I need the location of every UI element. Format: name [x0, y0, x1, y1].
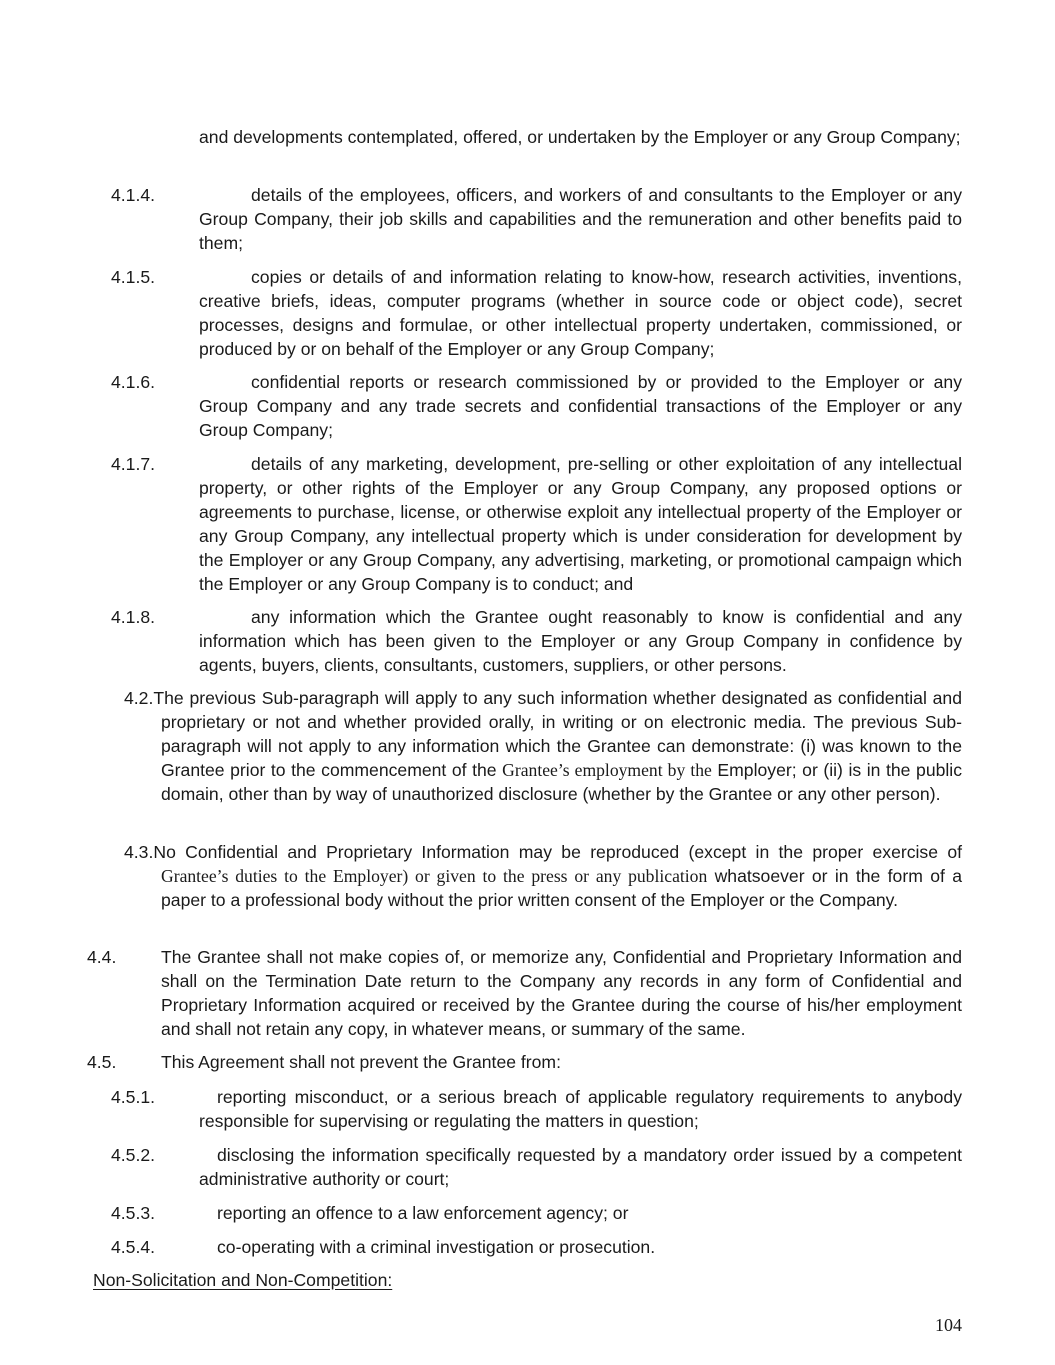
paragraph-continuation — [199, 125, 962, 149]
clause-text-end: whatsoever or in the form of a paper to a professional body without the prior written consent of the Employer or the Company. — [161, 866, 962, 910]
clause-text: No Confidential and Proprietary Information may be reproduced (except in the proper exercise of — [153, 842, 962, 862]
clause-4-1-5 — [111, 265, 962, 361]
clause-text: any information which the Grantee ought reasonably to know is confidential and any information which has been given to the Employer or any Group Company in confidence by agents, buyers, clients, consultants, customers, suppliers, or other persons. — [199, 607, 962, 675]
clause-text: The previous Sub-paragraph will apply to any such information whether designated as confidential and proprietary or not and whether provided orally, in writing or on electronic media. The previous Sub-paragraph will not apply to any information which the Grantee can demonstrate: (i) was known to the Grantee prior to the commencement of the — [153, 688, 962, 780]
clause-text-serif: Grantee’s employment by the — [502, 760, 712, 780]
clause-4-5-3 — [111, 1201, 962, 1225]
clause-number: 4.1.8. — [111, 607, 156, 627]
clause-4-4 — [87, 945, 962, 1041]
clause-text: copies or details of and information relating to know-how, research activities, inventions, creative briefs, ideas, computer programs (whether in source code or object code), secret processes, designs and formulae, or other intellectual property undertaken, commissioned, or produced by or on behalf of the Employer or any Group Company; — [199, 267, 962, 359]
clause-text: co-operating with a criminal investigation or prosecution. — [217, 1237, 656, 1257]
clause-4-1-7 — [111, 452, 962, 596]
clause-text: This Agreement shall not prevent the Grantee from: — [161, 1052, 561, 1072]
clause-text-end: Employer; or (ii) is in the public domain, other than by way of unauthorized disclosure (whether by the Grantee or any other person). — [161, 760, 963, 804]
clause-4-1-6 — [111, 370, 962, 442]
clause-number: 4.5.4. — [111, 1237, 156, 1257]
clause-number: 4.5.2. — [111, 1145, 156, 1165]
clause-text-serif: Grantee’s duties to the Employer) or given to the press or any publication — [161, 866, 708, 886]
clause-number: 4.1.6. — [111, 372, 156, 392]
clause-4-5-1 — [111, 1085, 962, 1133]
clause-number: 4.1.7. — [111, 454, 156, 474]
clause-text: disclosing the information specifically requested by a mandatory order issued by a competent administrative authority or court; — [199, 1145, 962, 1189]
clause-number: 4.2. — [124, 688, 154, 708]
clause-text: The Grantee shall not make copies of, or memorize any, Confidential and Proprietary Information and shall on the Termination Date return to the Company any records in any form of Confidential and Proprietary Information acquired or received by the Grantee during the course of his/her employment and shall not retain any copy, in whatever means, or summary of the same. — [161, 947, 962, 1039]
clause-number: 4.5. — [87, 1052, 117, 1072]
clause-number: 4.5.3. — [111, 1203, 156, 1223]
clause-number: 4.1.5. — [111, 267, 156, 287]
section-heading: Non-Solicitation and Non-Competition: — [93, 1270, 393, 1290]
clause-number: 4.1.4. — [111, 185, 156, 205]
clause-text: reporting an offence to a law enforcement agency; or — [217, 1203, 629, 1223]
clause-text: details of the employees, officers, and workers of and consultants to the Employer or any Group Company, their job skills and capabilities and the remuneration and other benefits paid to them; — [199, 185, 962, 253]
clause-number: 4.3. — [124, 842, 154, 862]
clause-4-5-2 — [111, 1143, 962, 1191]
clause-4-3 — [124, 840, 962, 912]
clause-text: details of any marketing, development, pre-selling or other exploitation of any intellectual property, or other rights of the Employer or any Group Company, any proposed options or agreements to purchase, license, or otherwise exploit any intellectual property of the Employer or any Group Company, any intellectual property which is under consideration for development by the Employer or any Group Company, any advertising, marketing, or promotional campaign which the Employer or any Group Company is to conduct; and — [199, 454, 962, 594]
clause-text: confidential reports or research commissioned by or provided to the Employer or any Group Company and any trade secrets and confidential transactions of the Employer or any Group Company; — [199, 372, 962, 440]
clause-4-1-8 — [111, 605, 962, 677]
clause-4-2 — [124, 686, 963, 806]
paragraph-text: and developments contemplated, offered, or undertaken by the Employer or any Group Company; — [199, 127, 961, 147]
clause-text: reporting misconduct, or a serious breach of applicable regulatory requirements to anybody responsible for supervising or regulating the matters in question; — [199, 1087, 962, 1131]
clause-4-5 — [87, 1050, 962, 1074]
page-number: 104 — [935, 1315, 962, 1335]
clause-4-5-4 — [111, 1235, 962, 1259]
clause-number: 4.5.1. — [111, 1087, 156, 1107]
clause-number: 4.4. — [87, 947, 117, 967]
clause-4-1-4 — [111, 183, 962, 255]
